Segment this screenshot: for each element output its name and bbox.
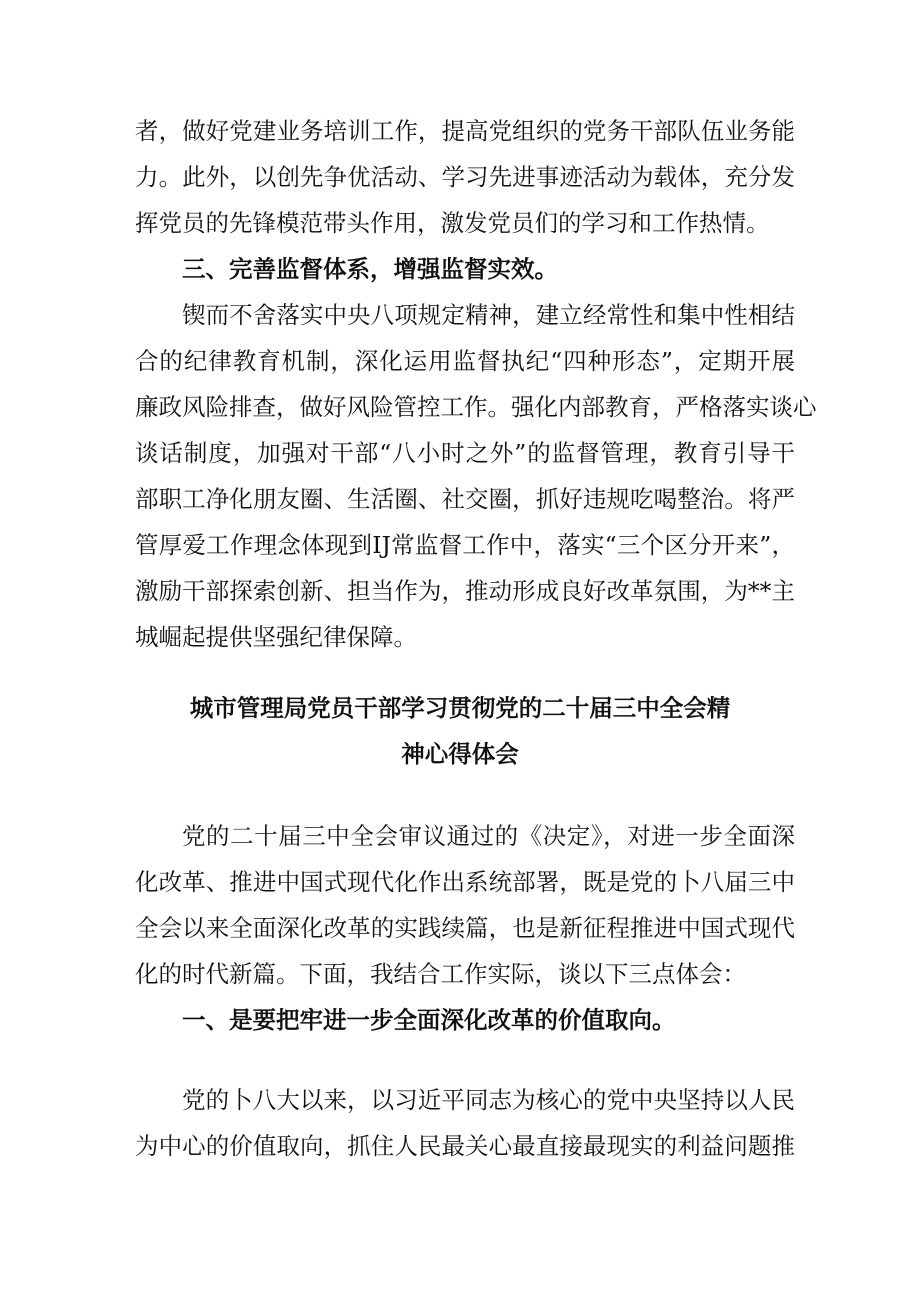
paragraph-line: 力。此外，以创先争优活动、学习先进事迹活动为载体，充分发 xyxy=(135,163,795,191)
section-heading: 一、是要把牢进一步全面深化改革的价值取向。 xyxy=(182,1006,676,1034)
paragraph-line: 全会以来全面深化改革的实践续篇，也是新征程推进中国式现代 xyxy=(135,914,795,942)
paragraph-line: 挥党员的先锋模范带头作用，激发党员们的学习和工作热情。 xyxy=(135,209,770,237)
paragraph-line: 者，做好党建业务培训工作，提高党组织的党务干部队伍业务能 xyxy=(135,117,795,145)
paragraph-line: 部职工净化朋友圈、生活圈、社交圈，抓好违规吃喝整治。将严 xyxy=(135,485,795,513)
paragraph-line: 党的卜八大以来，以习近平同志为核心的党中央坚持以人民 xyxy=(182,1086,795,1114)
article-title-line-1: 城市管理局党员干部学习贯彻党的二十届三中全会精 xyxy=(189,694,731,722)
paragraph-line: 管厚爱工作理念体现到IJ常监督工作中，落实“三个区分开来”， xyxy=(135,531,795,559)
paragraph-line: 合的纪律教育机制，深化运用监督执纪“四种形态”，定期开展 xyxy=(135,347,795,375)
paragraph-line: 党的二十届三中全会审议通过的《决定》，对进一步全面深 xyxy=(182,822,795,850)
paragraph-line: 化改革、推进中国式现代化作出系统部署，既是党的卜八届三中 xyxy=(135,868,795,896)
section-heading: 三、完善监督体系，增强监督实效。 xyxy=(182,255,558,283)
paragraph-line: 城崛起提供坚强纪律保障。 xyxy=(135,623,417,651)
paragraph-line: 激励干部探索创新、担当作为，推动形成良好改革氛围，为**主 xyxy=(135,577,795,605)
paragraph-line: 锲而不舍落实中央八项规定精神，建立经常性和集中性相结 xyxy=(182,301,795,329)
article-title-line-2: 神心得体会 xyxy=(401,740,519,768)
paragraph-line: 化的时代新篇。下面，我结合工作实际，谈以下三点体会： xyxy=(135,960,746,988)
paragraph-line: 廉政风险排查，做好风险管控工作。强化内部教育，严格落实谈心 xyxy=(135,393,817,421)
paragraph-line: 为中心的价值取向，抓住人民最关心最直接最现实的利益问题推 xyxy=(135,1132,795,1160)
paragraph-line: 谈话制度，加强对干部“八小时之外”的监督管理，教育引导干 xyxy=(135,439,795,467)
